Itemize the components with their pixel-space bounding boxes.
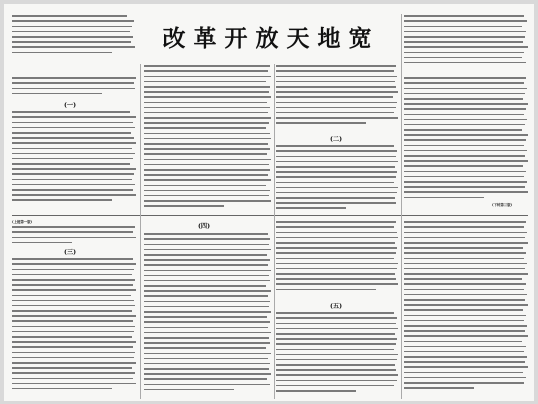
section-2-heading: (二) xyxy=(329,136,343,143)
section-4-body xyxy=(144,232,272,399)
intro-column xyxy=(12,76,137,100)
editor-note xyxy=(12,14,137,74)
top-right-column xyxy=(404,14,528,74)
section-3-heading: (三) xyxy=(63,249,77,256)
section-3-body xyxy=(12,257,137,399)
continued-label: (下转第三版) xyxy=(492,203,513,207)
newspaper-page xyxy=(4,4,534,401)
column-divider xyxy=(401,14,402,399)
section-1-body xyxy=(12,110,137,210)
page-title: 改革开放天地宽 xyxy=(162,25,380,52)
column-3-upper xyxy=(276,64,398,132)
section-4-heading: (四) xyxy=(197,223,211,230)
right-column-lower xyxy=(404,220,528,399)
column-3-lower-a xyxy=(276,220,398,298)
fold-rule xyxy=(12,215,528,216)
column-2-upper xyxy=(144,64,272,212)
column-divider xyxy=(274,64,275,399)
continued-from-label: (上接第一版) xyxy=(12,220,33,224)
right-column-upper xyxy=(404,76,528,212)
section-1-heading: (一) xyxy=(63,102,77,109)
lower-column-1a xyxy=(12,225,137,247)
section-5-heading: (五) xyxy=(329,303,343,310)
section-2-body xyxy=(276,144,398,214)
section-5-body xyxy=(276,311,398,399)
column-divider xyxy=(140,64,141,399)
